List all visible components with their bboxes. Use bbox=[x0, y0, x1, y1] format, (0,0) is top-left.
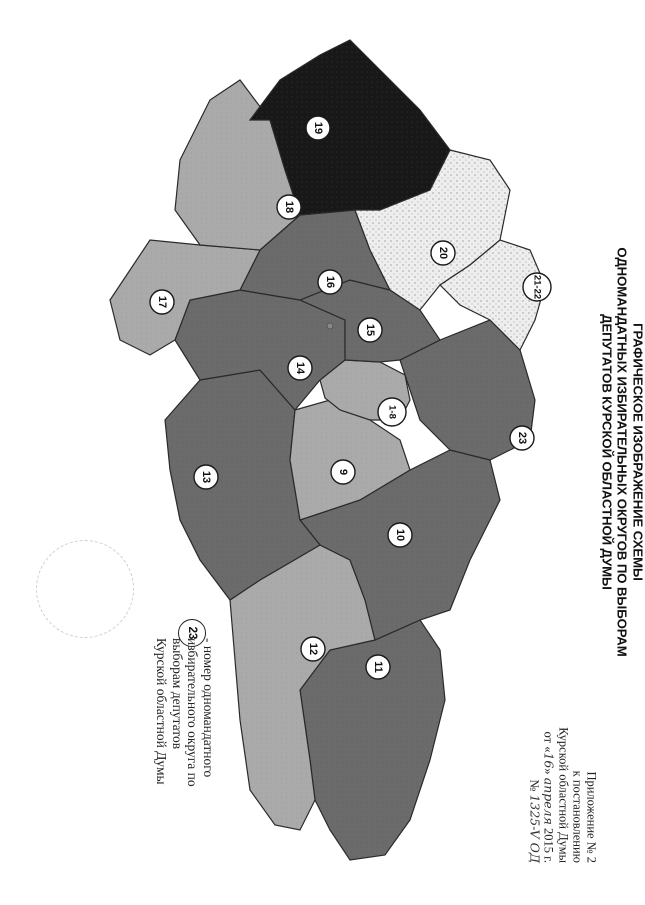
district-badge-12 bbox=[301, 637, 325, 661]
city-marker bbox=[327, 323, 333, 329]
district-badge-23 bbox=[510, 426, 534, 450]
number-value: 1325-V ОД bbox=[527, 794, 543, 863]
legend-line-2: избирательного округа по bbox=[185, 638, 201, 787]
legend-number: 23 bbox=[186, 626, 198, 640]
number-prefix: № bbox=[527, 779, 542, 795]
district-badge-label: 10 bbox=[394, 528, 406, 542]
district-badge-label: 15 bbox=[364, 323, 376, 337]
district-badge-21-22 bbox=[523, 273, 551, 301]
district-badge-label: 21-22 bbox=[531, 274, 543, 300]
district-badge-label: 11 bbox=[372, 661, 384, 673]
district-badge-label: 13 bbox=[200, 470, 212, 484]
legend-line-3: выборам депутатов bbox=[170, 638, 185, 750]
district-badge-label: 12 bbox=[307, 642, 319, 656]
legend-line-4: Курской областной Думы bbox=[154, 638, 170, 785]
district-badge-label: 18 bbox=[283, 200, 295, 214]
district-badge-label: 1-8 bbox=[386, 405, 398, 419]
annex-line-2: к постановлению bbox=[570, 770, 585, 863]
annex-line-3: Курской областной Думы bbox=[556, 727, 571, 863]
district-badge-18 bbox=[277, 195, 301, 219]
district-badge-13 bbox=[194, 465, 218, 489]
district-badge-label: 17 bbox=[156, 295, 168, 309]
district-badge-20 bbox=[431, 241, 455, 265]
district-badge-label: 14 bbox=[294, 361, 306, 375]
legend-line-1: - номер одномандатного bbox=[201, 638, 216, 778]
date-day: 16 bbox=[541, 752, 557, 769]
annex-line-1: Приложение № 2 bbox=[584, 771, 599, 863]
district-badge-1-8 bbox=[378, 398, 406, 426]
date-suffix: 2015 г. bbox=[541, 824, 556, 863]
district-badge-19 bbox=[306, 116, 330, 140]
district-badge-label: 23 bbox=[516, 431, 528, 445]
date-mid: » bbox=[541, 768, 556, 778]
title-line-3: ДЕПУТАТОВ КУРСКОЙ ОБЛАСТНОЙ ДУМЫ bbox=[599, 314, 615, 590]
district-badge-label: 16 bbox=[324, 275, 336, 289]
district-badge-14 bbox=[288, 356, 312, 380]
annex-number bbox=[527, 633, 541, 863]
district-badge-label: 20 bbox=[437, 246, 449, 260]
district-badge-label: 9 bbox=[337, 468, 349, 476]
annex-date bbox=[542, 633, 556, 863]
district-badge-16 bbox=[318, 270, 342, 294]
faded-stamp bbox=[36, 540, 134, 638]
district-badge-15 bbox=[358, 318, 382, 342]
date-month: апреля bbox=[541, 777, 557, 825]
district-badge-17 bbox=[150, 290, 174, 314]
district-badge-9 bbox=[331, 460, 355, 484]
title-line-2: ОДНОМАНДАТНЫХ ИЗБИРАТЕЛЬНЫХ ОКРУГОВ ПО ВЫБОРАМ bbox=[614, 247, 630, 657]
district-badge-10 bbox=[388, 523, 412, 547]
title-line-1: ГРАФИЧЕСКОЕ ИЗОБРАЖЕНИЕ СХЕМЫ bbox=[630, 323, 645, 581]
district-badge-11 bbox=[366, 655, 390, 679]
district-badge-label: 19 bbox=[312, 121, 324, 135]
date-prefix: от « bbox=[541, 731, 556, 753]
